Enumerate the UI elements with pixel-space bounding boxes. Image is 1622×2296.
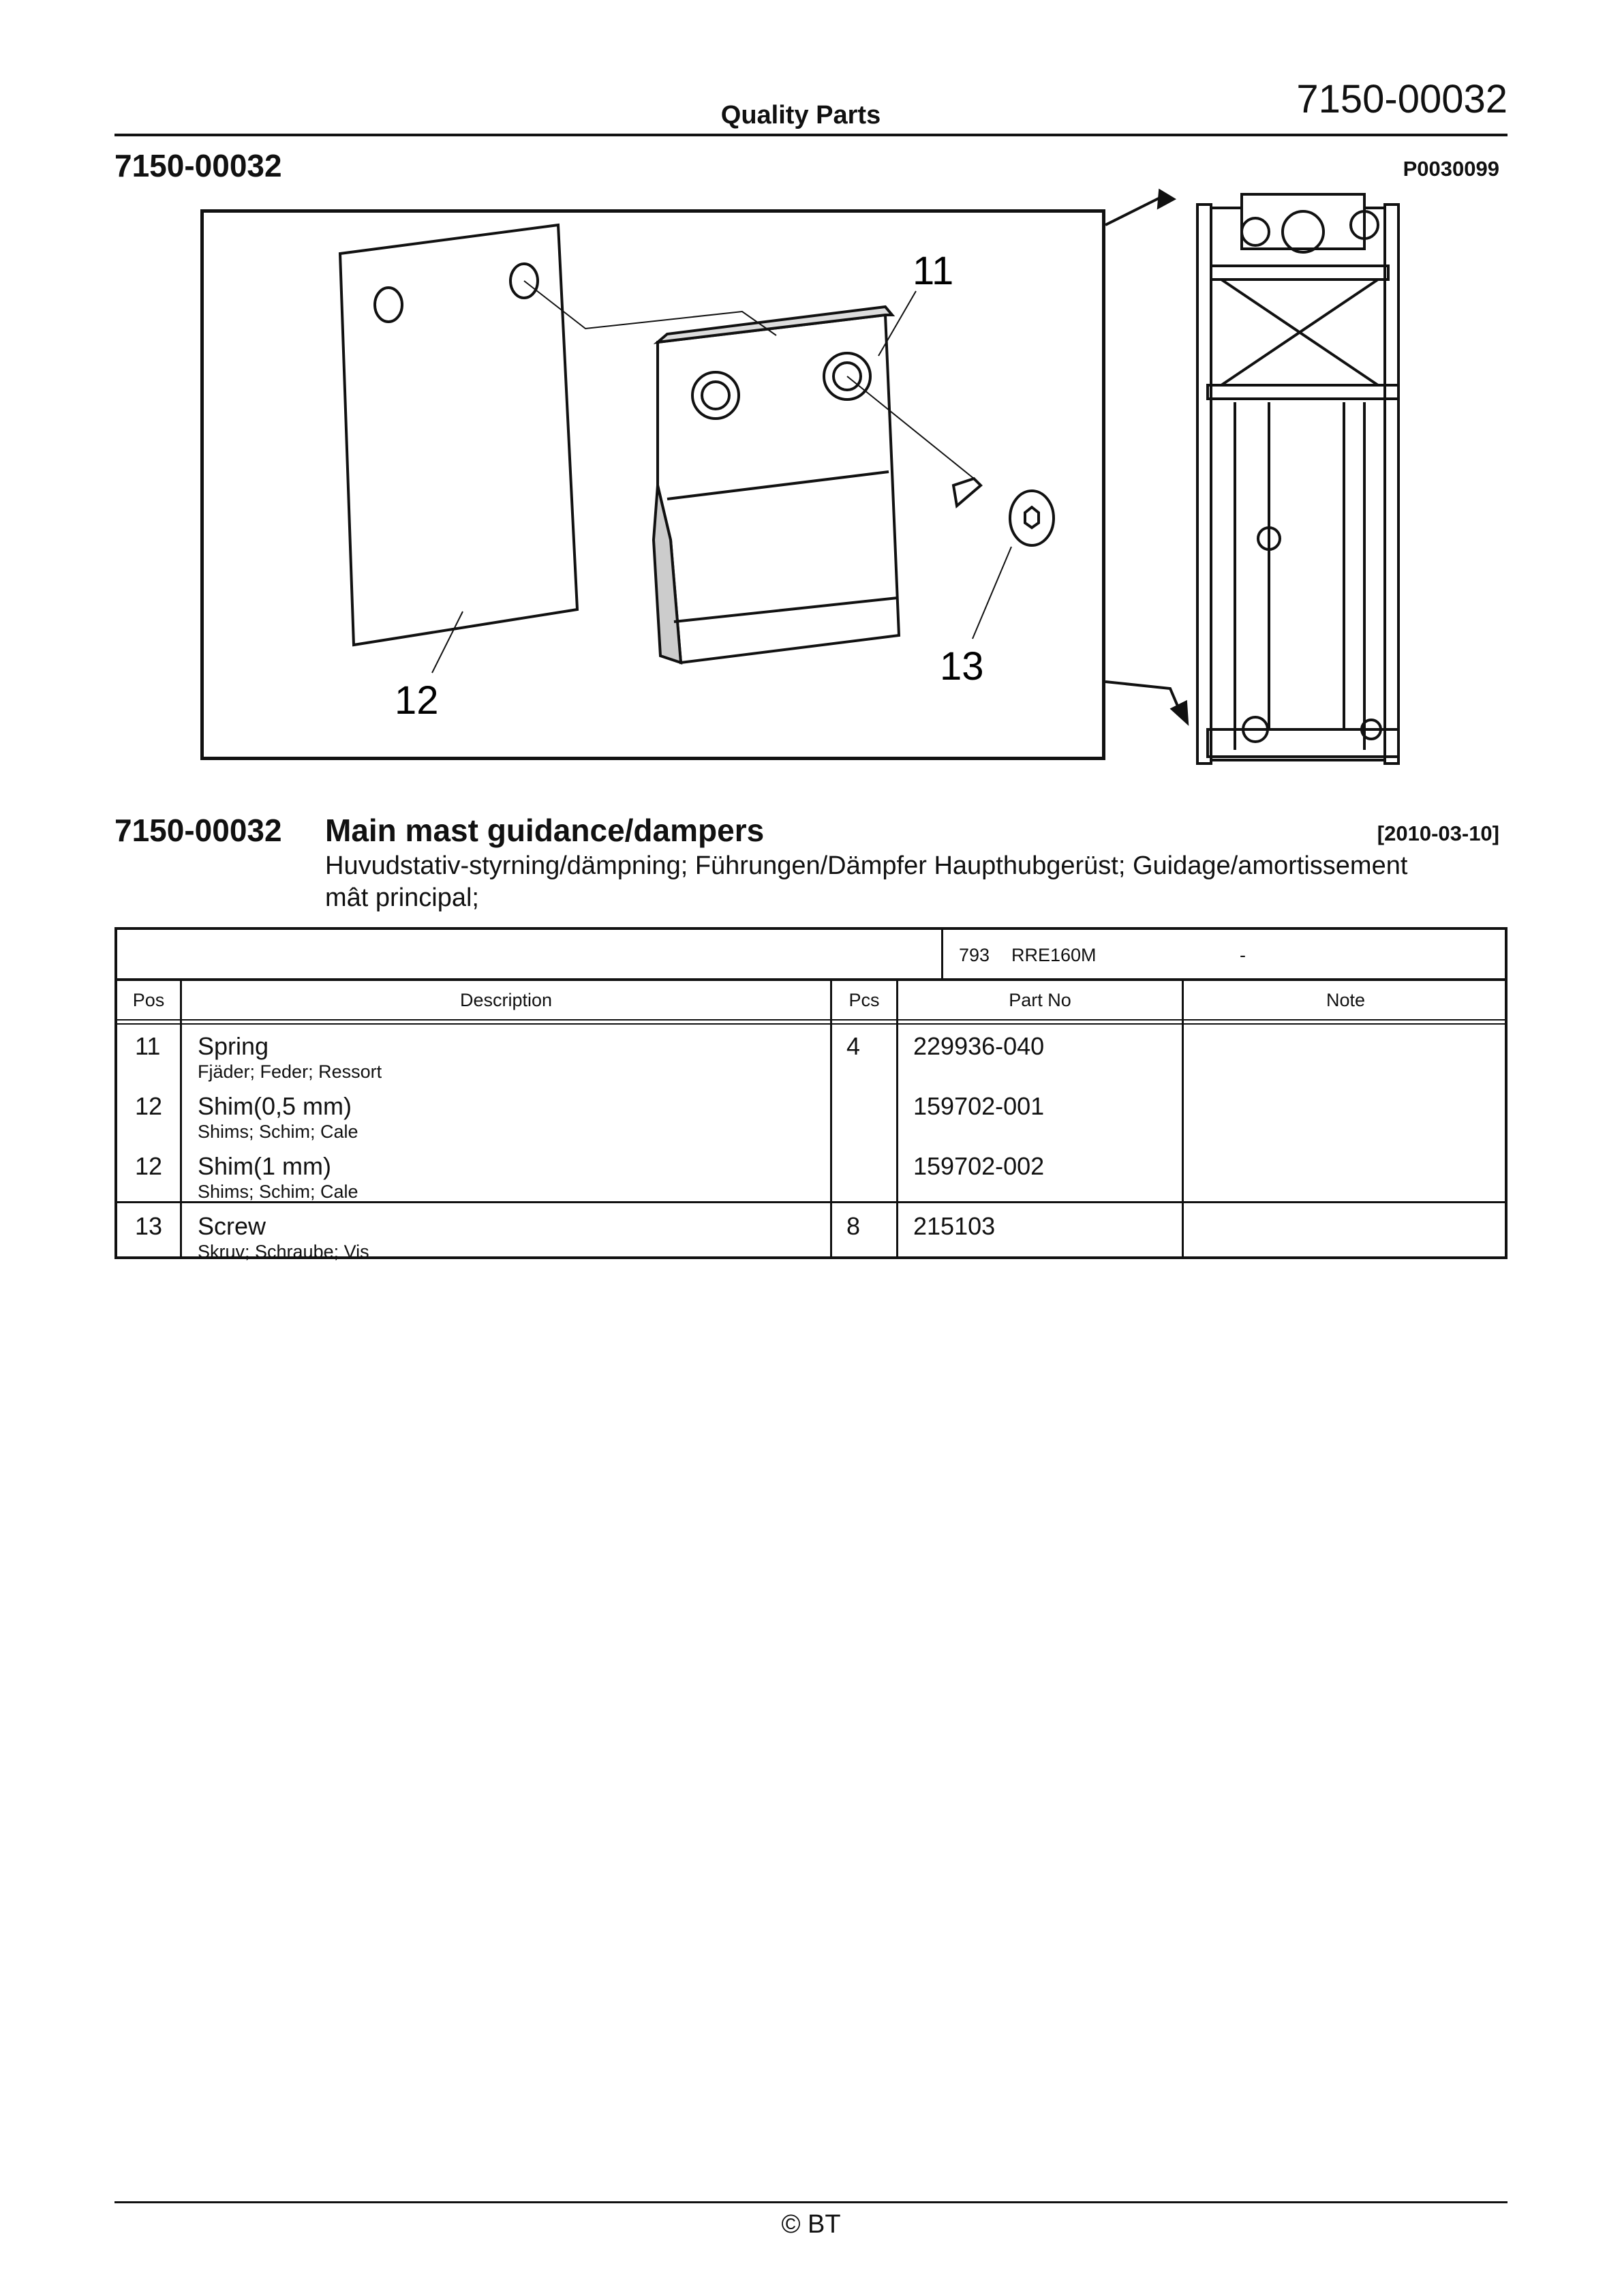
callout-12: 12 (395, 678, 439, 723)
col-description: Description (459, 990, 553, 1010)
row-pcs: 4 (846, 1032, 861, 1060)
row-pos: 12 (135, 1152, 163, 1180)
copyright: © BT (781, 2210, 841, 2239)
row-translations: Shims; Schim; Cale (198, 1181, 358, 1202)
section-title: Quality Parts (720, 101, 881, 130)
row-translations: Skruv; Schraube; Vis (198, 1241, 369, 1262)
model-serial: - (1240, 945, 1246, 965)
row-name: Screw (198, 1212, 266, 1240)
col-note: Note (1326, 990, 1366, 1010)
row-translations: Fjäder; Feder; Ressort (198, 1061, 382, 1082)
row-name: Shim(1 mm) (198, 1152, 331, 1180)
row-pcs: 8 (846, 1212, 861, 1240)
row-pos: 13 (135, 1212, 163, 1240)
callout-13: 13 (940, 644, 984, 689)
row-pos: 12 (135, 1092, 163, 1120)
model-code: 793 (959, 945, 990, 965)
model-name: RRE160M (1011, 945, 1097, 965)
callout-11: 11 (913, 249, 954, 293)
row-part-no: 229936-040 (913, 1032, 1045, 1060)
row-pos: 11 (135, 1032, 161, 1060)
group-number: 7150-00032 (114, 813, 282, 848)
parts-table (114, 927, 1508, 1262)
group-date: [2010-03-10] (1377, 821, 1499, 845)
row-part-no: 159702-001 (913, 1092, 1045, 1120)
row-name: Spring (198, 1032, 269, 1060)
row-name: Shim(0,5 mm) (198, 1092, 352, 1120)
col-part-no: Part No (1009, 990, 1071, 1010)
mast-overview-drawing (1105, 184, 1433, 784)
group-translations-cont: mât principal; (325, 883, 479, 912)
col-pcs: Pcs (848, 990, 880, 1010)
row-part-no: 215103 (913, 1212, 996, 1240)
col-pos: Pos (132, 990, 165, 1010)
picture-id: P0030099 (1403, 157, 1499, 181)
group-title: Main mast guidance/dampers (325, 813, 765, 848)
figure-number: 7150-00032 (114, 148, 282, 183)
doc-number: 7150-00032 (1296, 77, 1508, 121)
parts-drawing (204, 213, 1102, 757)
footer-rule (114, 2201, 1508, 2203)
exploded-view-figure (200, 209, 1105, 760)
group-translations: Huvudstativ-styrning/dämpning; Führungen/Dämpfer Haupthubgerüst; Guidage/amortissement (325, 851, 1408, 880)
row-translations: Shims; Schim; Cale (198, 1121, 358, 1142)
row-part-no: 159702-002 (913, 1152, 1045, 1180)
header-rule (114, 134, 1508, 136)
